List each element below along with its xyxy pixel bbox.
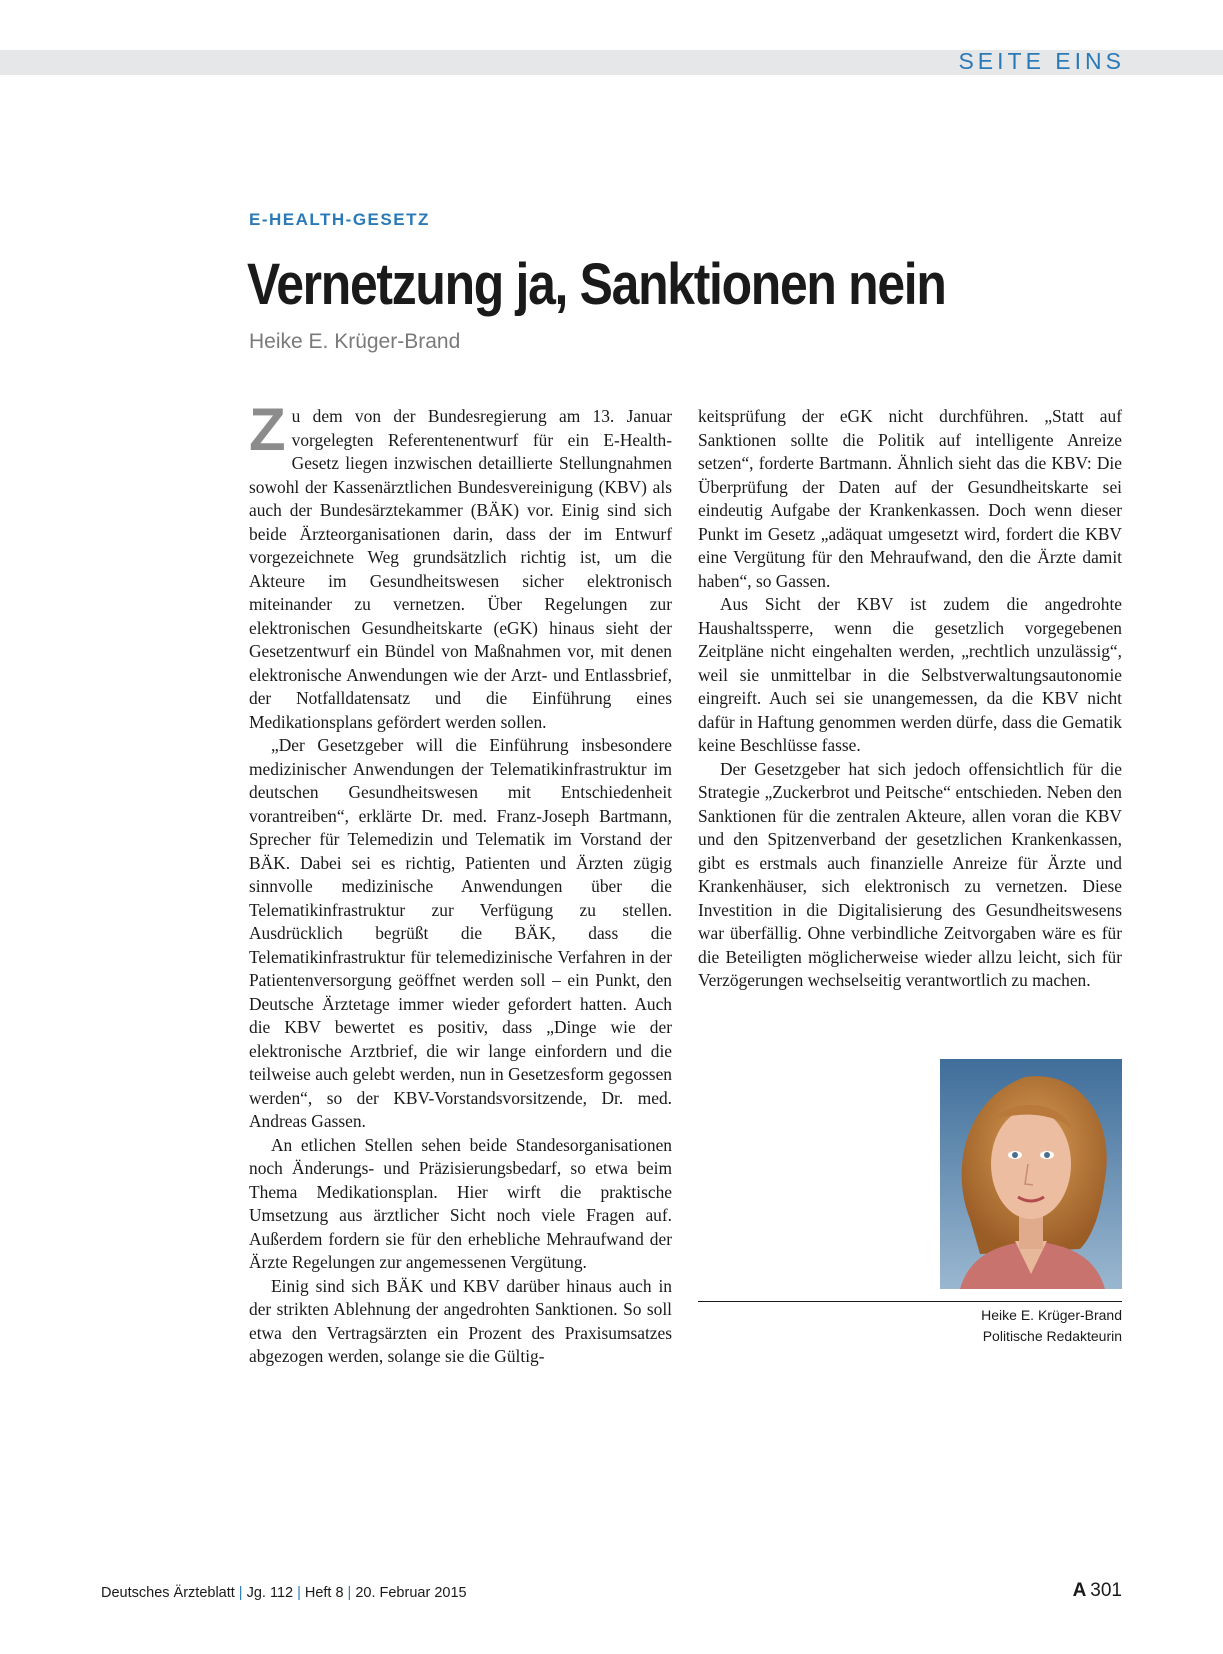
- paragraph: Der Gesetzgeber hat sich jedoch offensichtlich für die Strategie „Zuckerbrot und Peitsche“ entschieden. Neben den Sanktionen für die zentralen Akteure, allen voran die KBV und den Spitzenverband der gesetzlichen Krankenkassen, gibt es erstmals auch finanzielle Anreize für Ärzte und Krankenhäuser, sich elektronisch zu vernetzen. Diese Investition in die Digitalisierung des Gesundheitswesens war überfällig. Ohne verbindliche Zeitvorgaben wäre es für die Beteiligten möglicherweise wieder allzu leicht, sich für Verzögerungen wechselseitig verantwortlich zu machen.: [698, 758, 1122, 990]
- footer-separator: |: [347, 1585, 352, 1601]
- page-number: [1073, 1580, 1122, 1602]
- paragraph: Zu dem von der Bundesregierung am 13. Januar vorgelegten Referentenentwurf für ein E-Health-Gesetz liegen inzwischen detaillierte Stellungnahmen sowohl der Kassenärztlichen Bundesvereinigung (KBV) als auch der Bundesärztekammer (BÄK) vor. Einig sind sich beide Ärzteorganisationen darin, dass der im Entwurf vorgezeichnete Weg grundsätzlich richtig ist, um die Akteure im Gesundheitswesen sicher elektronisch miteinander zu vernetzen. Über Regelungen zur elektronischen Gesundheitskarte (eGK) hinaus sieht der Gesetzentwurf ein Bündel von Maßnahmen vor, mit denen elektronische Anwendungen wie der Arzt- und Entlassbrief, der Notfalldatensatz und die Einführung eines Medikationsplans gefördert werden sollen.: [249, 396, 672, 732]
- caption-rule: [698, 1301, 1122, 1302]
- page-footer: [101, 1585, 467, 1601]
- article-column-right: [698, 405, 1122, 993]
- article-author: Heike E. Krüger-Brand: [249, 330, 461, 353]
- caption-name: Heike E. Krüger-Brand: [981, 1307, 1122, 1323]
- article-column-left: [249, 396, 672, 1369]
- paragraph: An etlichen Stellen sehen beide Standesorganisationen noch Änderungs- und Präzisierungsbedarf, so etwa beim Thema Medikationsplan. Hier wirft die praktische Umsetzung aus ärztlicher Sicht noch viele Fragen auf. Außerdem fordern sie für den erhebliche Mehraufwand der Ärzte Regelungen zur angemessenen Vergütung.: [249, 1134, 672, 1272]
- footer-date: 20. Februar 2015: [355, 1585, 467, 1601]
- footer-publication: Deutsches Ärzteblatt: [101, 1585, 235, 1601]
- caption-role: Politische Redakteurin: [982, 1328, 1122, 1344]
- author-portrait: [940, 1059, 1122, 1289]
- section-label: SEITE EINS: [958, 48, 1125, 74]
- footer-separator: |: [297, 1585, 301, 1601]
- article-kicker: E-HEALTH-GESETZ: [249, 210, 430, 229]
- footer-issue: Heft 8: [304, 1585, 344, 1601]
- paragraph: keitsprüfung der eGK nicht durchführen. „Statt auf Sanktionen sollte die Politik auf intelligente Anreize setzen“, forderte Bartmann. Ähnlich sieht das die KBV: Die Überprüfung der Daten auf der Gesundheitskarte sei eindeutig Aufgabe der Krankenkassen. Doch wenn dieser Punkt im Gesetz „adäquat umgesetzt wird, fordert die KBV eine Vergütung für den Mehraufwand, den die Ärzte damit haben“, so Gassen.: [698, 406, 1122, 591]
- page-number-value: 301: [1090, 1580, 1122, 1601]
- footer-volume: Jg. 112: [246, 1585, 294, 1601]
- portrait-caption: [981, 1305, 1122, 1347]
- page-prefix: A: [1072, 1580, 1087, 1601]
- footer-separator: |: [238, 1585, 243, 1601]
- article-title: Vernetzung ja, Sanktionen nein: [247, 252, 946, 317]
- paragraph: Aus Sicht der KBV ist zudem die angedrohte Haushaltssperre, wenn die gesetzlich vorgegebenen Zeitpläne nicht eingehalten werden, „rechtlich unzulässig“, weil sie unmittelbar in die Selbstverwaltungsautonomie eingreift. Auch sei sie unangemessen, da die KBV nicht dafür in Haftung genommen werden dürfe, dass die Gematik keine Beschlüsse fasse.: [698, 594, 1122, 755]
- paragraph: „Der Gesetzgeber will die Einführung insbesondere medizinischer Anwendungen der Telematikinfrastruktur im deutschen Gesundheitswesen mit Entschiedenheit vorantreiben“, erklärte Dr. med. Franz-Joseph Bartmann, Sprecher für Telemedizin und Telematik im Vorstand der BÄK. Dabei sei es richtig, Patienten und Ärzten zügig sinnvolle medizinische Anwendungen über die Telematikinfrastruktur zur Verfügung zu stellen. Ausdrücklich begrüßt die BÄK, dass die Telematikinfrastruktur für telemedizinische Verfahren in der Patientenversorgung geöffnet werden soll – ein Punkt, den Deutsche Ärztetage immer wieder gefordert hatten. Auch die KBV bewertet es positiv, dass „Dinge wie der elektronische Arztbrief, die wir lange einfordern und die teilweise auch gelebt werden, nun in Gesetzesform gegossen werden“, so der KBV-Vorstandsvorsitzende, Dr. med. Andreas Gassen.: [249, 735, 672, 1131]
- paragraph: Einig sind sich BÄK und KBV darüber hinaus auch in der strikten Ablehnung der angedrohten Sanktionen. So soll etwa den Vertragsärzten ein Prozent des Praxisumsatzes abgezogen werden, solange sie die Gültig-: [249, 1275, 672, 1366]
- drop-cap: Z: [249, 396, 286, 463]
